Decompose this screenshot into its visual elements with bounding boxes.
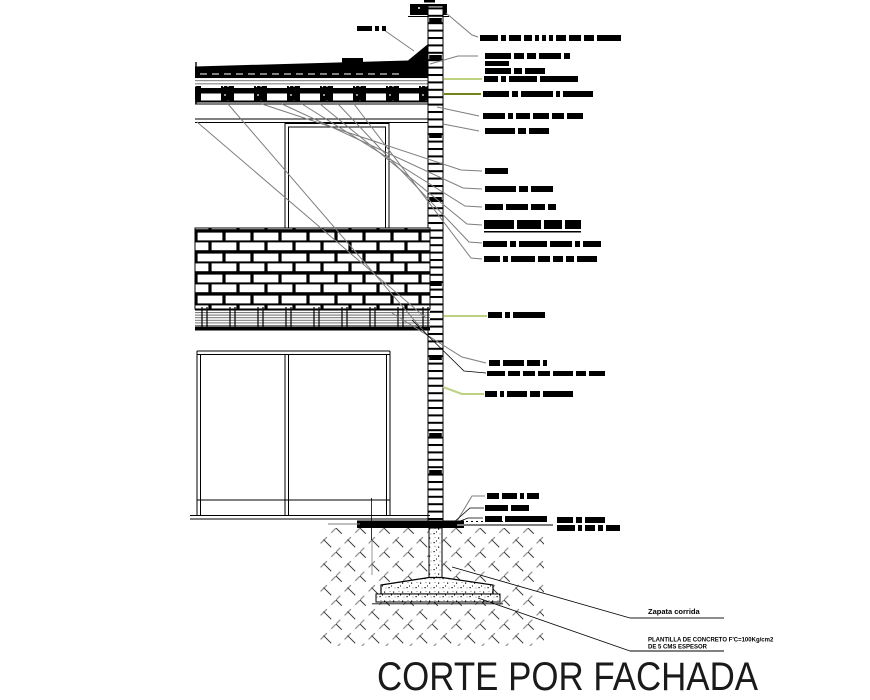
redacted-annotation-bar	[567, 113, 583, 119]
redacted-annotation-bar	[539, 53, 561, 59]
redacted-annotation-bar	[521, 91, 553, 97]
redacted-annotation-bar	[577, 256, 597, 262]
redacted-annotation-bar	[480, 35, 498, 41]
redacted-annotation-bar	[531, 186, 553, 192]
redacted-annotation-bar	[519, 186, 528, 192]
redacted-annotation-bar	[512, 91, 518, 97]
redacted-annotation-bar	[552, 113, 564, 119]
redacted-annotation-bar	[485, 516, 502, 522]
redacted-annotation-bar	[503, 360, 524, 366]
redacted-annotation-bar	[485, 204, 503, 210]
redacted-annotation-bar	[505, 516, 547, 522]
redacted-annotation-bar	[589, 371, 605, 376]
redacted-annotation-bar	[565, 220, 581, 229]
redacted-annotation-bar	[523, 371, 535, 376]
redacted-annotation-bar	[513, 312, 545, 318]
redacted-annotation-bar	[510, 241, 516, 247]
redacted-annotation-bar	[509, 76, 537, 82]
mezzanine-slab-band	[195, 307, 430, 331]
redacted-annotation-bar	[485, 186, 516, 192]
redacted-annotation-bar	[538, 371, 550, 376]
redacted-annotation-bar	[484, 220, 514, 229]
redacted-annotation-bar	[509, 35, 521, 41]
redacted-annotation-bar	[518, 128, 526, 134]
redacted-annotation-bar	[576, 517, 582, 523]
redacted-annotation-bar	[569, 35, 581, 41]
redacted-annotation-bar	[548, 204, 556, 210]
redacted-annotation-bar	[566, 256, 574, 262]
footing-labels	[648, 607, 774, 651]
redacted-annotation-bar	[484, 256, 500, 262]
redacted-annotation-bar	[508, 371, 520, 376]
redacted-annotation-bar	[511, 256, 535, 262]
redacted-annotation-bar	[529, 128, 549, 134]
mortar-band	[195, 78, 428, 86]
zapata-label: Zapata corrida	[648, 607, 700, 616]
redacted-annotation-bar	[342, 58, 363, 63]
redacted-annotation-bar	[485, 68, 511, 74]
redacted-annotation-bar	[514, 68, 522, 74]
redacted-annotation-bar	[527, 53, 536, 59]
redacted-annotation-bar	[549, 35, 553, 41]
redacted-annotation-bar	[542, 35, 546, 41]
redacted-annotation-bar	[553, 371, 573, 376]
redacted-annotation-bar	[500, 391, 504, 397]
redacted-annotation-bar	[483, 241, 507, 247]
drawing-title: CORTE POR FACHADA	[377, 655, 759, 699]
redacted-annotation-bar	[524, 35, 532, 41]
redacted-annotation-bar	[531, 204, 545, 210]
redacted-annotation-bar	[563, 91, 593, 97]
redacted-annotation-bar	[382, 26, 386, 31]
redacted-annotation-bar	[511, 505, 529, 511]
redacted-annotation-bar	[598, 525, 603, 531]
redacted-annotation-bar	[489, 360, 500, 366]
redacted-annotation-bar	[485, 128, 515, 134]
redacted-annotation-bar	[576, 371, 586, 376]
redacted-annotation-bar	[514, 53, 524, 59]
plantilla-label-line2: DE 5 CMS ESPESOR	[648, 644, 708, 651]
redacted-annotation-bar	[538, 256, 550, 262]
redacted-annotation-bar	[527, 360, 540, 366]
redacted-annotation-bar	[487, 493, 499, 499]
redacted-annotation-bar	[584, 35, 594, 41]
redacted-annotation-bar	[502, 493, 517, 499]
redacted-annotation-bar	[556, 91, 560, 97]
redacted-annotation-bar	[517, 220, 541, 229]
redacted-annotation-bar	[543, 360, 547, 366]
floor-line	[190, 516, 430, 520]
redacted-annotation-bar	[527, 493, 539, 499]
foundation-stem	[429, 528, 442, 578]
redacted-annotation-bar	[585, 525, 595, 531]
hollow-block-row	[195, 86, 428, 101]
redacted-annotation-underline	[484, 231, 581, 233]
redacted-annotation-bar	[501, 76, 506, 82]
redacted-annotation-bar	[516, 113, 530, 119]
redacted-annotation-bar	[557, 517, 573, 523]
redacted-annotation-bar	[564, 53, 570, 59]
lower-window-frame	[197, 351, 390, 516]
redacted-annotation-bar	[557, 525, 575, 531]
redacted-annotation-bar	[505, 312, 510, 318]
redacted-annotation-bar	[485, 61, 509, 66]
redacted-annotation-bar	[556, 35, 566, 41]
redacted-annotation-bar	[487, 371, 505, 376]
redacted-annotation-bar	[357, 26, 372, 31]
redacted-annotation-bar	[506, 204, 528, 210]
redacted-annotation-bar	[375, 26, 379, 31]
redacted-annotation-bar	[540, 76, 578, 82]
redacted-annotation-bar	[501, 35, 506, 41]
redacted-annotation-bar	[508, 113, 513, 119]
redacted-annotation-bar	[550, 241, 572, 247]
redacted-annotation-bar	[543, 391, 573, 397]
redacted-annotation-bar	[483, 91, 509, 97]
redacted-annotation-bar	[484, 76, 498, 82]
redacted-annotation-bar	[606, 525, 620, 531]
redacted-annotation-bar	[485, 168, 508, 174]
redacted-annotation-bar	[530, 391, 540, 397]
redacted-annotation-bar	[520, 493, 524, 499]
redacted-annotation-bar	[507, 391, 527, 397]
redacted-annotation-bar	[485, 391, 497, 397]
plantilla-layer	[376, 594, 500, 602]
redacted-annotation-bar	[585, 517, 605, 523]
redacted-annotation-bar	[575, 241, 580, 247]
roof-slab	[195, 44, 428, 104]
redacted-annotation-bar	[485, 505, 508, 511]
redacted-annotation-bar	[488, 312, 502, 318]
redacted-annotation-bar	[533, 113, 549, 119]
redacted-annotation-bar	[519, 241, 547, 247]
redacted-annotation-bar	[503, 256, 508, 262]
plantilla-label-line1: PLANTILLA DE CONCRETO F'C=100Kg/cm2	[648, 637, 774, 644]
redacted-annotation-bar	[544, 220, 562, 229]
redacted-annotation-bar	[553, 256, 563, 262]
roof-waterproofing	[195, 44, 428, 78]
redacted-annotation-bar	[535, 35, 539, 41]
upper-window-frame	[285, 124, 389, 229]
redacted-annotation-bar	[483, 113, 505, 119]
redacted-annotation-bar	[597, 35, 621, 41]
redacted-annotation-bar	[578, 525, 582, 531]
redacted-annotation-bar	[485, 53, 511, 59]
redacted-annotation-bar	[525, 68, 545, 74]
redacted-annotation-bar	[583, 241, 601, 247]
